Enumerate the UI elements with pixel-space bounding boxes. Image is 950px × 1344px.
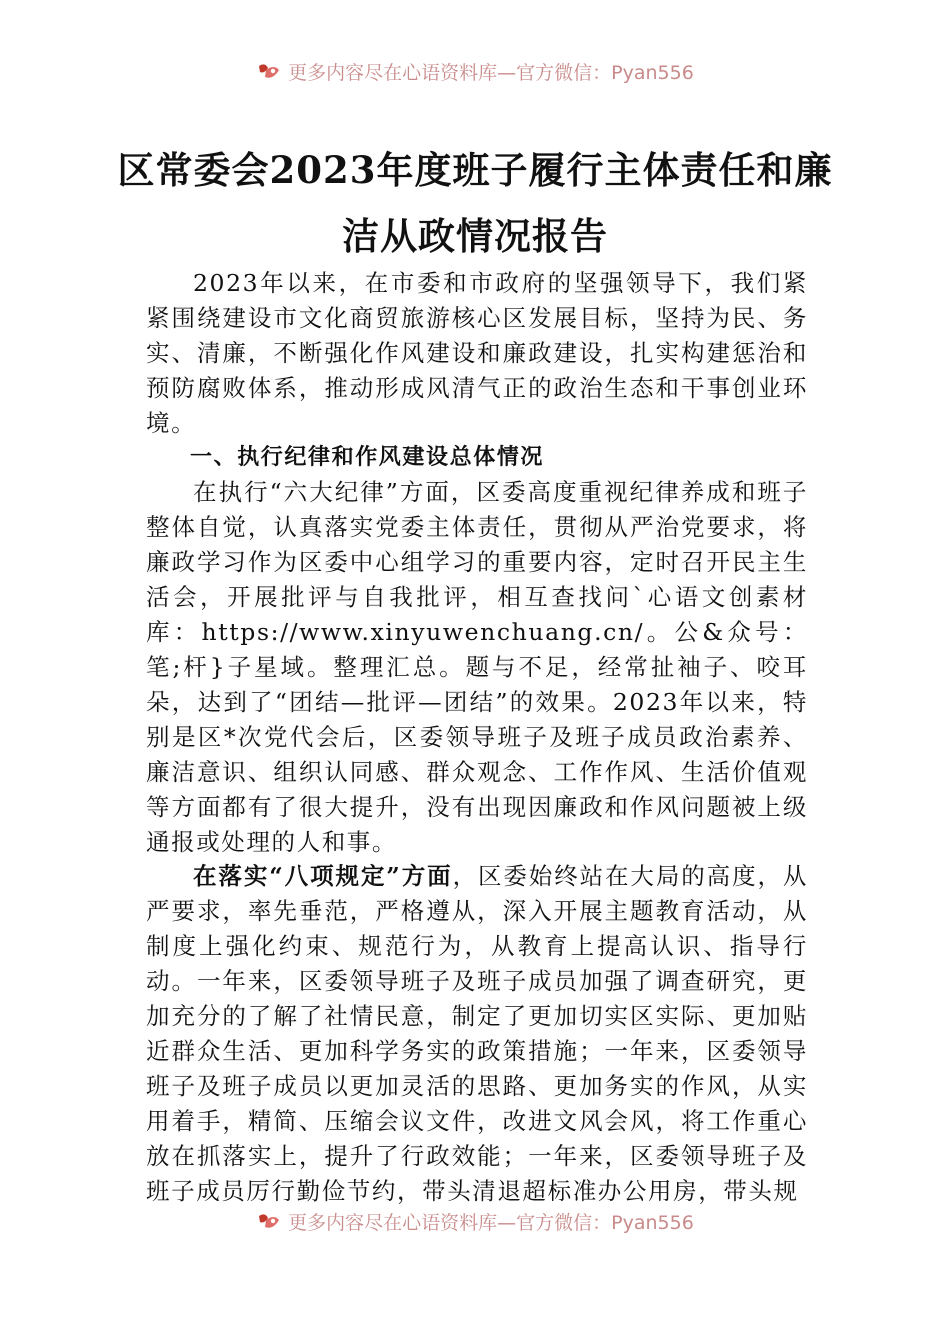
body-paragraph: 在执行“六大纪律”方面，区委高度重视纪律养成和班子整体自觉，认真落实党委主体责任，贯彻从严治党要求，将廉政学习作为区委中心组学习的重要内容，定时召开民主生活会，开展批评与自我批评，相互查找问`心语文创素材库：https://www.xinyuwenchuang.cn/。公&众号：笔;杆}子星域。整理汇总。题与不足，经常扯袖子、咬耳朵，达到了“团结—批评—团结”的效果。2023年以来，特别是区*次党代会后，区委领导班子及班子成员政治素养、廉洁意识、组织认同感、群众观念、工作作风、生活价值观等方面都有了很大提升，没有出现因廉政和作风问题被上级通报或处理的人和事。: [146, 478, 808, 856]
document-body: [146, 266, 808, 1208]
watermark-logo-icon: [256, 1210, 282, 1232]
watermark-logo-icon: [256, 60, 282, 82]
page-title-line2: 洁从政情况报告: [342, 214, 608, 258]
watermark-top: [0, 56, 950, 86]
watermark-bottom: [0, 1206, 950, 1236]
watermark-text: 更多内容尽在心语资料库—官方微信：Pyan556: [288, 61, 694, 84]
body-paragraph-eight-rules: [146, 859, 808, 1208]
paragraph-rest: ，区委始终站在大局的高度，从严要求，率先垂范，严格遵从，深入开展主题教育活动，从制度上强化约束、规范行为，从教育上提高认识、指导行动。一年来，区委领导班子及班子成员加强了调查研究，更加充分的了解了社情民意，制定了更加切实区实际、更加贴近群众生活、更加科学务实的政策措施；一年来，区委领导班子及班子成员以更加灵活的思路、更加务实的作风，从实用着手，精简、压缩会议文件，改进文风会风，将工作重心放在抓落实上，提升了行政效能；一年来，区委领导班子及班子成员厉行勤俭节约，带头清退超标准办公用房，带头规: [146, 862, 808, 1205]
paragraph-lead-bold: 在落实“八项规定”方面: [193, 862, 453, 891]
section-heading: 一、执行纪律和作风建设总体情况: [190, 444, 545, 470]
page-title-line1: 区常委会2023年度班子履行主体责任和廉: [117, 148, 833, 192]
intro-paragraph: 2023年以来，在市委和市政府的坚强领导下，我们紧紧围绕建设市文化商贸旅游核心区发展目标，坚持为民、务实、清廉，不断强化作风建设和廉政建设，扎实构建惩治和预防腐败体系，推动形成风清气正的政治生态和干事创业环境。: [146, 269, 808, 437]
watermark-text: 更多内容尽在心语资料库—官方微信：Pyan556: [288, 1211, 694, 1234]
